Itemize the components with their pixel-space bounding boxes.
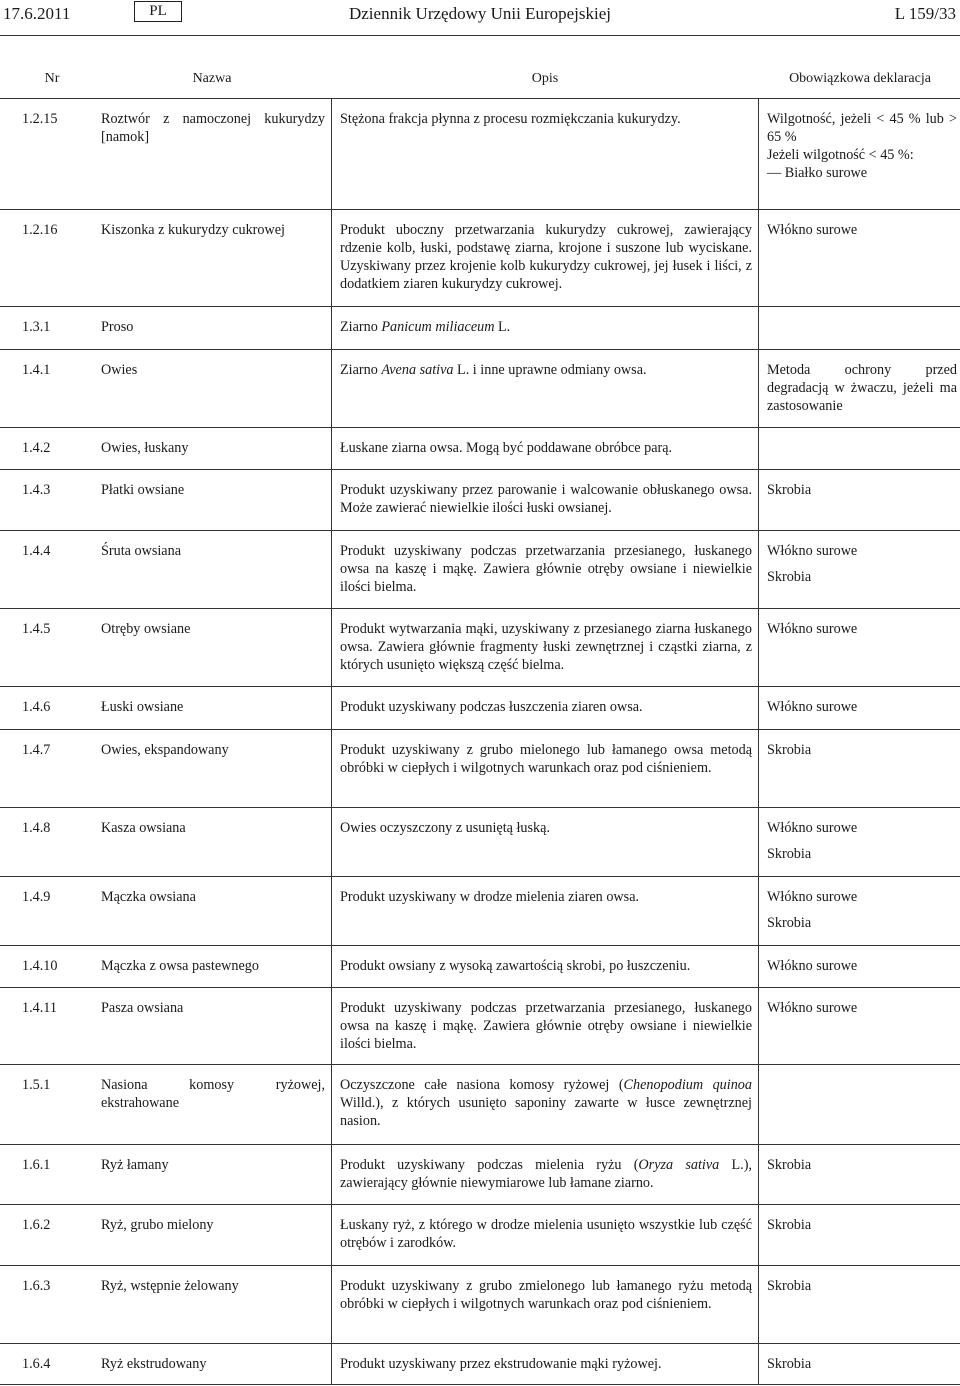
latin-name: Oryza sativa bbox=[638, 1157, 720, 1173]
feed-material-description: Produkt uzyskiwany w drodze mielenia ziaren owsa. bbox=[340, 889, 640, 905]
declaration-item: Włókno surowe bbox=[767, 958, 858, 974]
journal-title: Dziennik Urzędowy Unii Europejskiej bbox=[348, 4, 611, 23]
table-header-rule bbox=[0, 98, 960, 99]
mandatory-declaration bbox=[767, 620, 957, 638]
feed-material-description bbox=[340, 361, 752, 379]
row-separator bbox=[0, 807, 960, 808]
row-number: 1.6.4 bbox=[22, 1356, 51, 1372]
mandatory-declaration bbox=[767, 110, 957, 182]
row-number: 1.4.9 bbox=[22, 889, 51, 905]
row-number: 1.4.4 bbox=[22, 543, 51, 559]
feed-material-description: Produkt uzyskiwany podczas przetwarzania przesianego, łuskanego owsa na kaszę i mąkę. Zawiera głównie otręby owsiane i niewielkie ilości bielma. bbox=[340, 543, 752, 595]
latin-name: Avena sativa bbox=[381, 362, 454, 378]
mandatory-declaration bbox=[767, 698, 957, 716]
row-number: 1.2.16 bbox=[22, 222, 58, 238]
feed-material-description: Produkt wytwarzania mąki, uzyskiwany z przesianego ziarna łuskanego owsa. Zawiera głównie fragmenty łuski zewnętrznej i cząstki ziarna, z których usunięto większą część bielma. bbox=[340, 621, 752, 673]
declaration-item: — Białko surowe bbox=[767, 165, 868, 181]
mandatory-declaration bbox=[767, 361, 957, 415]
row-separator bbox=[0, 945, 960, 946]
description-text: Willd.), z których usunięto saponiny zawarte w łusce zewnętrznej nasion. bbox=[340, 1095, 752, 1129]
mandatory-declaration bbox=[767, 741, 957, 759]
declaration-item: Włókno surowe bbox=[767, 222, 858, 238]
mandatory-declaration bbox=[767, 819, 957, 863]
row-separator bbox=[0, 1144, 960, 1145]
mandatory-declaration bbox=[767, 957, 957, 975]
feed-material-name: Owies bbox=[101, 362, 138, 378]
feed-material-name: Ryż łamany bbox=[101, 1157, 169, 1173]
row-number: 1.4.3 bbox=[22, 482, 51, 498]
feed-material-description: Łuskane ziarna owsa. Mogą być poddawane obróbce parą. bbox=[340, 440, 673, 456]
feed-material-name: Ryż, grubo mielony bbox=[101, 1217, 214, 1233]
row-separator bbox=[0, 876, 960, 877]
column-header-nr: Nr bbox=[44, 71, 60, 86]
header-rule bbox=[0, 35, 960, 36]
row-separator bbox=[0, 427, 960, 428]
table-bottom-rule bbox=[0, 1384, 960, 1385]
feed-material-name: Kasza owsiana bbox=[101, 820, 186, 836]
description-text: Produkt uzyskiwany podczas mielenia ryżu ( bbox=[340, 1157, 639, 1173]
declaration-item: Włókno surowe bbox=[767, 543, 858, 559]
mandatory-declaration bbox=[767, 481, 957, 499]
column-header-desc: Opis bbox=[531, 71, 559, 86]
row-number: 1.4.1 bbox=[22, 362, 51, 378]
feed-material-name: Nasiona komosy ryżowej, ekstrahowane bbox=[101, 1077, 325, 1111]
row-number: 1.6.2 bbox=[22, 1217, 51, 1233]
row-separator bbox=[0, 686, 960, 687]
declaration-item: Włókno surowe bbox=[767, 820, 858, 836]
feed-material-description: Produkt uzyskiwany z grubo mielonego lub łamanego owsa metodą obróbki w ciepłych i wilgotnych warunkach oraz pod ciśnieniem. bbox=[340, 742, 752, 776]
feed-material-name: Płatki owsiane bbox=[101, 482, 185, 498]
feed-material-name: Owies, ekspandowany bbox=[101, 742, 229, 758]
feed-material-name: Roztwór z namoczonej kukurydzy [namok] bbox=[101, 111, 325, 145]
row-number: 1.4.7 bbox=[22, 742, 51, 758]
latin-name: Chenopodium quinoa bbox=[623, 1077, 752, 1093]
mandatory-declaration bbox=[767, 221, 957, 239]
feed-material-description: Produkt uzyskiwany podczas łuszczenia ziaren owsa. bbox=[340, 699, 643, 715]
row-number: 1.4.2 bbox=[22, 440, 51, 456]
declaration-item: Skrobia bbox=[767, 1217, 812, 1233]
page-header bbox=[0, 0, 960, 36]
row-number: 1.4.10 bbox=[22, 958, 58, 974]
feed-material-description: Produkt uzyskiwany podczas przetwarzania przesianego, łuskanego owsa na kaszę i mąkę. Zawiera głównie otręby owsiane i niewielkie ilości bielma. bbox=[340, 1000, 752, 1052]
row-number: 1.6.1 bbox=[22, 1157, 51, 1173]
feed-material-name: Proso bbox=[101, 319, 134, 335]
declaration-item: Włókno surowe bbox=[767, 889, 858, 905]
declaration-item: Włókno surowe bbox=[767, 699, 858, 715]
feed-material-description bbox=[340, 318, 752, 336]
language-badge: PL bbox=[134, 1, 182, 22]
column-divider bbox=[758, 99, 759, 1384]
row-separator bbox=[0, 349, 960, 350]
description-text: Ziarno bbox=[340, 319, 382, 335]
row-separator bbox=[0, 1343, 960, 1344]
mandatory-declaration bbox=[767, 1156, 957, 1174]
feed-material-name: Mączka owsiana bbox=[101, 889, 196, 905]
declaration-item: Jeżeli wilgotność < 45 %: bbox=[767, 147, 914, 163]
row-number: 1.6.3 bbox=[22, 1278, 51, 1294]
feed-material-name: Ryż, wstępnie żelowany bbox=[101, 1278, 239, 1294]
row-number: 1.4.8 bbox=[22, 820, 51, 836]
feed-material-description: Łuskany ryż, z którego w drodze mielenia usunięto wszystkie lub część otrębów i zarodków. bbox=[340, 1217, 752, 1251]
feed-material-description: Produkt owsiany z wysoką zawartością skrobi, po łuszczeniu. bbox=[340, 958, 691, 974]
column-divider bbox=[331, 99, 332, 1384]
declaration-item: Skrobia bbox=[767, 846, 812, 862]
declaration-item: Włókno surowe bbox=[767, 1000, 858, 1016]
row-number: 1.2.15 bbox=[22, 111, 58, 127]
mandatory-declaration bbox=[767, 542, 957, 586]
description-text: L.), zawierający głównie niewymiarowe lub łamane ziarno. bbox=[340, 1157, 752, 1191]
row-number: 1.5.1 bbox=[22, 1077, 51, 1093]
declaration-item: Skrobia bbox=[767, 742, 812, 758]
declaration-item: Skrobia bbox=[767, 1157, 812, 1173]
description-text: Ziarno bbox=[340, 362, 382, 378]
row-separator bbox=[0, 306, 960, 307]
page-number: L 159/33 bbox=[894, 4, 956, 23]
feed-material-description: Produkt uboczny przetwarzania kukurydzy cukrowej, zawierający rdzenie kolb, łuski, podstawę ziarna, krojone i suszone lub wyciskane. Uzyskiwany przez krojenie kolb kukurydzy cukrowej, jej łusek i liści, z dodatkiem ziaren kukurydzy cukrowej. bbox=[340, 222, 752, 292]
row-separator bbox=[0, 729, 960, 730]
row-number: 1.4.5 bbox=[22, 621, 51, 637]
row-separator bbox=[0, 987, 960, 988]
feed-material-name: Owies, łuskany bbox=[101, 440, 189, 456]
row-number: 1.4.11 bbox=[22, 1000, 57, 1016]
feed-material-name: Mączka z owsa pastewnego bbox=[101, 958, 259, 974]
declaration-item: Wilgotność, jeżeli < 45 % lub > 65 % bbox=[767, 111, 957, 145]
feed-material-description: Stężona frakcja płynna z procesu rozmiękczania kukurydzy. bbox=[340, 111, 681, 127]
row-separator bbox=[0, 530, 960, 531]
feed-material-name: Śruta owsiana bbox=[101, 543, 181, 559]
feed-material-description bbox=[340, 1076, 752, 1130]
column-header-name: Nazwa bbox=[192, 71, 232, 86]
declaration-item: Skrobia bbox=[767, 569, 812, 585]
declaration-item: Skrobia bbox=[767, 482, 812, 498]
feed-material-description: Produkt uzyskiwany przez parowanie i walcowanie obłuskanego owsa. Może zawierać niewielkie ilości łuski owsianej. bbox=[340, 482, 752, 516]
declaration-item: Włókno surowe bbox=[767, 621, 858, 637]
feed-material-description bbox=[340, 1156, 752, 1192]
row-separator bbox=[0, 608, 960, 609]
feed-material-name: Ryż ekstrudowany bbox=[101, 1356, 207, 1372]
declaration-item: Skrobia bbox=[767, 1356, 812, 1372]
row-separator bbox=[0, 1265, 960, 1266]
feed-material-name: Łuski owsiane bbox=[101, 699, 184, 715]
description-text: L. bbox=[494, 319, 511, 335]
row-separator bbox=[0, 1204, 960, 1205]
mandatory-declaration bbox=[767, 1216, 957, 1234]
description-text: L. i inne uprawne odmiany owsa. bbox=[453, 362, 647, 378]
publication-date: 17.6.2011 bbox=[3, 4, 71, 23]
feed-material-description: Produkt uzyskiwany z grubo zmielonego lub łamanego ryżu metodą obróbki w ciepłych i wilgotnych warunkach oraz pod ciśnieniem. bbox=[340, 1278, 752, 1312]
column-header-decl: Obowiązkowa deklaracja bbox=[789, 71, 931, 86]
feed-material-description: Owies oczyszczony z usuniętą łuską. bbox=[340, 820, 550, 836]
description-text: Oczyszczone całe nasiona komosy ryżowej ( bbox=[340, 1077, 624, 1093]
mandatory-declaration bbox=[767, 1277, 957, 1295]
row-separator bbox=[0, 1064, 960, 1065]
declaration-item: Skrobia bbox=[767, 915, 812, 931]
mandatory-declaration bbox=[767, 999, 957, 1017]
feed-material-description: Produkt uzyskiwany przez ekstrudowanie mąki ryżowej. bbox=[340, 1356, 662, 1372]
row-number: 1.3.1 bbox=[22, 319, 51, 335]
feed-material-name: Kiszonka z kukurydzy cukrowej bbox=[101, 222, 285, 238]
feed-material-name: Pasza owsiana bbox=[101, 1000, 184, 1016]
feed-material-name: Otręby owsiane bbox=[101, 621, 191, 637]
declaration-item: Skrobia bbox=[767, 1278, 812, 1294]
row-number: 1.4.6 bbox=[22, 699, 51, 715]
mandatory-declaration bbox=[767, 888, 957, 932]
declaration-item: Metoda ochrony przed degradacją w żwaczu, jeżeli ma zastosowanie bbox=[767, 362, 957, 414]
row-separator bbox=[0, 469, 960, 470]
row-separator bbox=[0, 209, 960, 210]
latin-name: Panicum miliaceum bbox=[381, 319, 495, 335]
mandatory-declaration bbox=[767, 1355, 957, 1373]
